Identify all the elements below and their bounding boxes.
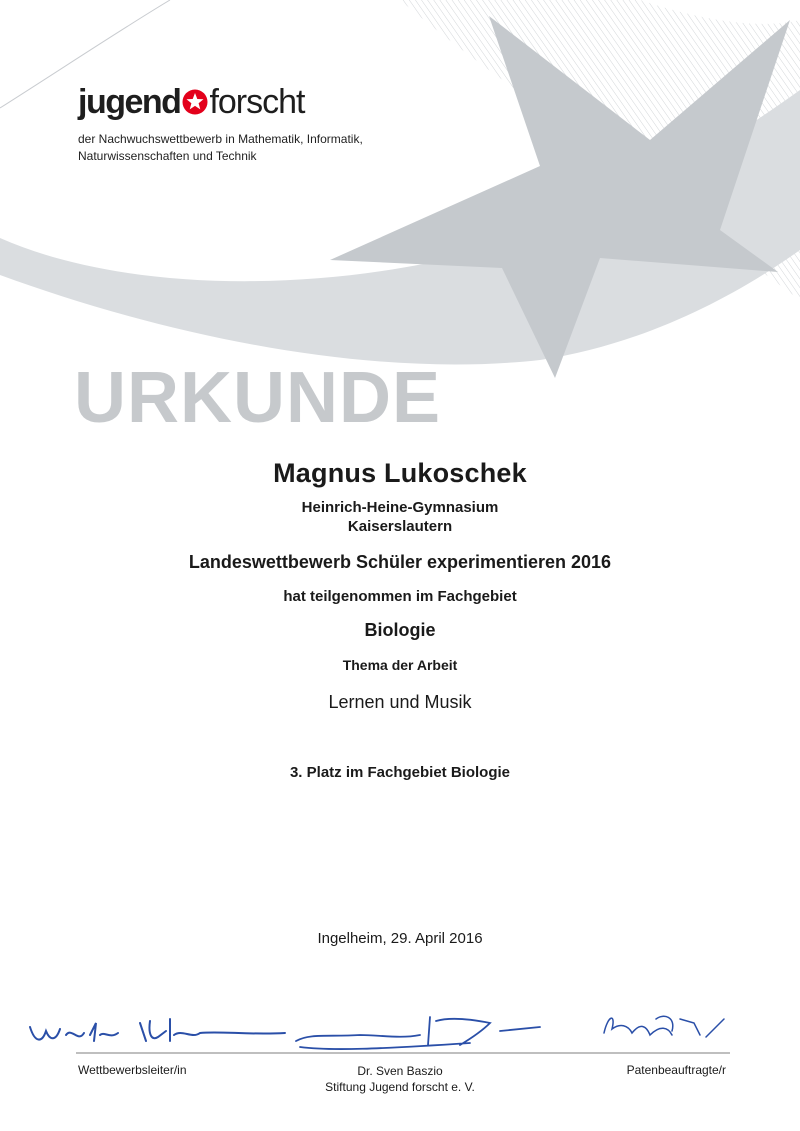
school-block (0, 498, 800, 536)
signature-left (30, 1019, 285, 1041)
logo-star-icon (182, 89, 208, 115)
signature-label-left: Wettbewerbsleiter/in (78, 1063, 187, 1077)
signatory-organization: Stiftung Jugend forscht e. V. (325, 1080, 475, 1094)
signature-area (0, 1005, 800, 1065)
signatory-name: Dr. Sven Baszio (357, 1064, 443, 1078)
logo-tagline (78, 131, 363, 165)
participation-text: hat teilgenommen im Fachgebiet (283, 588, 517, 605)
signature-center (296, 1017, 540, 1049)
signature-label-center (250, 1063, 550, 1095)
competition-title: Landeswettbewerb Schüler experimentieren 2016 (188, 552, 612, 572)
subject-field: Biologie (364, 620, 436, 640)
topic-label: Thema der Arbeit (342, 657, 458, 673)
tagline-line-2: Naturwissenschaften und Technik (78, 149, 257, 163)
place-and-date: Ingelheim, 29. April 2016 (317, 930, 483, 947)
certificate-heading: URKUNDE (74, 358, 441, 438)
tagline-line-1: der Nachwuchswettbewerb in Mathematik, Informatik, (78, 132, 363, 146)
logo-word-forscht: forscht (209, 83, 305, 121)
school-city: Kaiserslautern (347, 518, 453, 535)
signature-right (604, 1016, 724, 1037)
jugend-forscht-logo (78, 84, 304, 124)
recipient-name: Magnus Lukoschek (273, 458, 527, 488)
placement-text: 3. Platz im Fachgebiet Biologie (289, 764, 511, 781)
signature-label-right: Patenbeauftragte/r (626, 1063, 726, 1077)
school-name: Heinrich-Heine-Gymnasium (301, 499, 499, 516)
logo-word-jugend: jugend (78, 83, 181, 121)
topic-title: Lernen und Musik (328, 692, 472, 712)
